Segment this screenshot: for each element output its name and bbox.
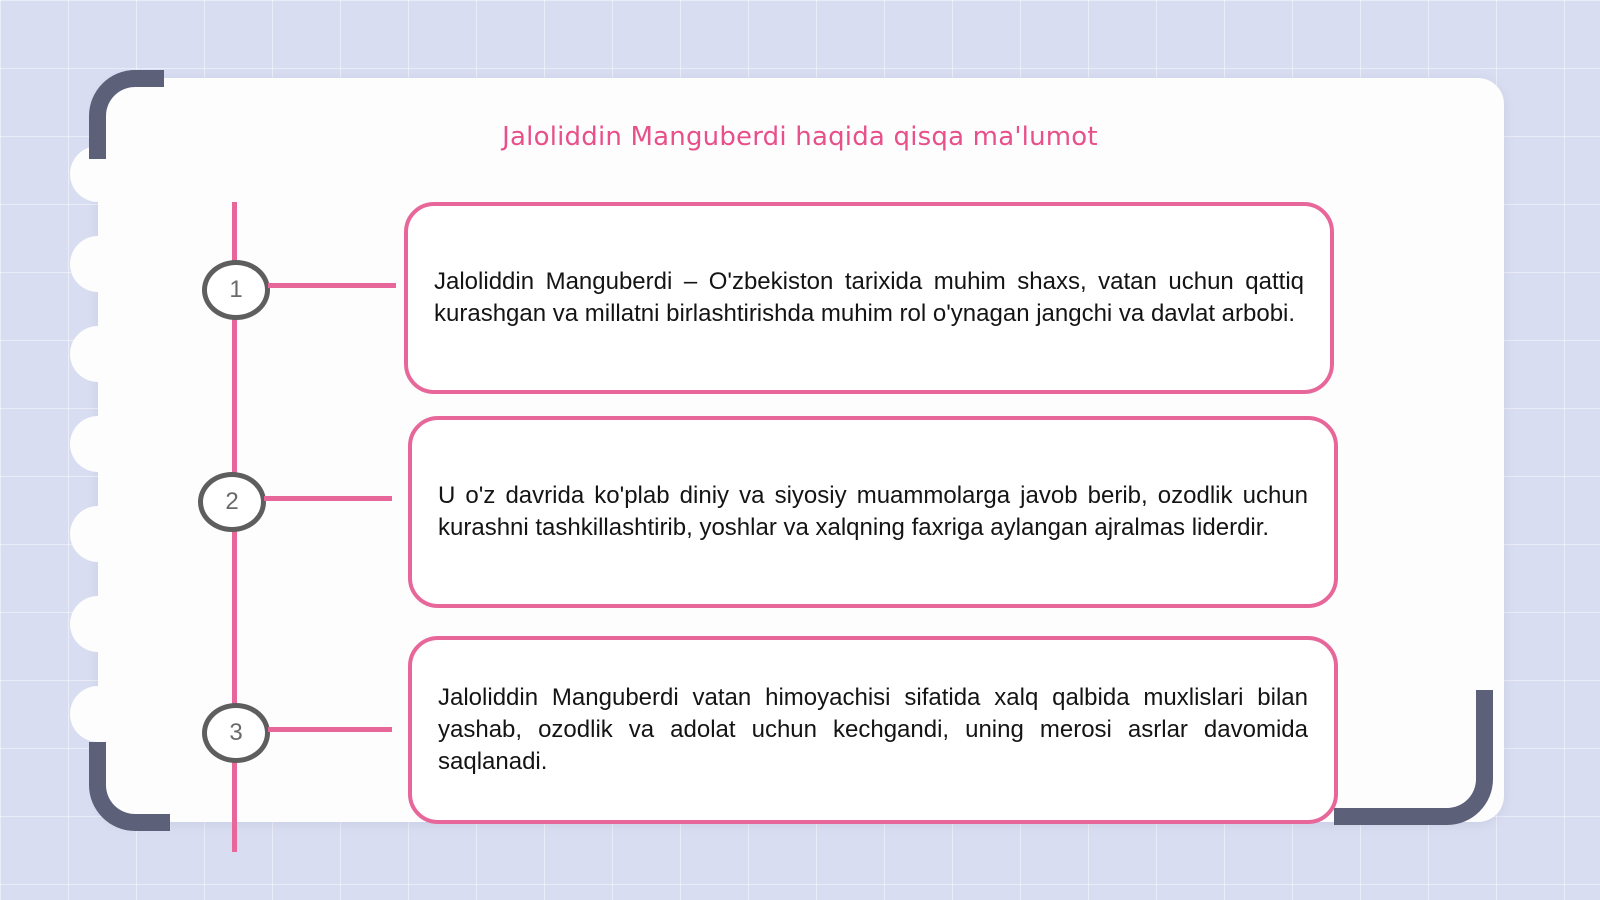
paper-scallop [70, 686, 126, 742]
timeline-marker-2: 2 [198, 472, 266, 532]
info-card-3 [408, 636, 1338, 824]
paper-scallop [70, 326, 126, 382]
paper-scallop [70, 506, 126, 562]
slide-title: Jaloliddin Manguberdi haqida qisqa ma'lumot [502, 122, 1098, 152]
timeline-marker-3: 3 [202, 703, 270, 763]
info-card-text: U o'z davrida ko'plab diniy va siyosiy muammolarga javob berib, ozodlik uchun kurashni tashkillashtirib, yoshlar va xalqning faxriga aylangan ajralmas liderdir. [438, 482, 1308, 541]
paper-scallop [70, 596, 126, 652]
info-card-2 [408, 416, 1338, 608]
timeline-connector-1 [268, 283, 396, 288]
frame-corner-bottom-right [1334, 690, 1493, 825]
paper-scallop [70, 236, 126, 292]
timeline-connector-2 [264, 496, 392, 501]
paper-scallop [70, 416, 126, 472]
timeline-marker-1: 1 [202, 260, 270, 320]
timeline-connector-3 [268, 727, 392, 732]
info-card-text: Jaloliddin Manguberdi vatan himoyachisi sifatida xalq qalbida muxlislari bilan yashab, ozodlik va adolat uchun kechgandi, uning merosi asrlar davomida saqlanadi. [438, 684, 1308, 775]
frame-corner-bottom-left [89, 742, 170, 831]
info-card-1 [404, 202, 1334, 394]
info-card-text: Jaloliddin Manguberdi – O'zbekiston tarixida muhim shaxs, vatan uchun qattiq kurashgan va millatni birlashtirishda muhim rol o'ynagan jangchi va davlat arbobi. [434, 268, 1304, 327]
